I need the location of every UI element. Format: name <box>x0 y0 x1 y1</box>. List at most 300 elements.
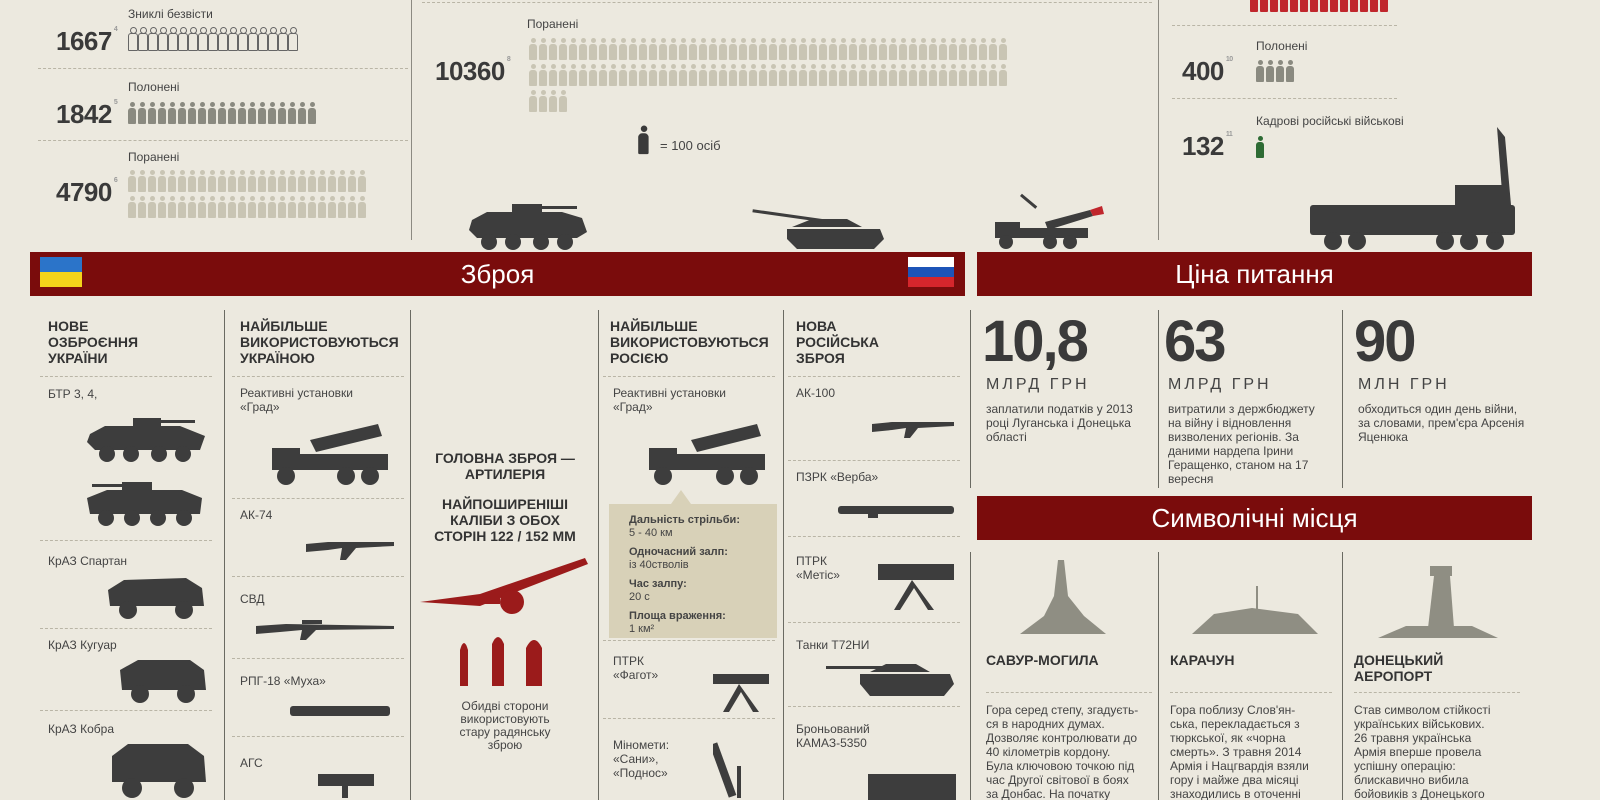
captured-label: Полонені <box>128 80 180 94</box>
column-title-line: НАЙБІЛЬШЕ <box>240 318 328 334</box>
person-icon <box>248 196 256 218</box>
person-icon <box>819 64 827 86</box>
person-icon <box>138 27 146 49</box>
person-icon <box>1320 0 1328 12</box>
price-value: 90 <box>1354 309 1415 374</box>
person-icon <box>228 170 236 192</box>
howitzer-icon <box>420 554 590 616</box>
price-text-line: області <box>986 430 1027 444</box>
person-icon <box>638 126 654 165</box>
person-icon <box>669 38 677 60</box>
place-text-line: ся в народних думах. <box>986 717 1105 731</box>
place-text <box>1354 703 1524 800</box>
divider <box>38 68 408 69</box>
person-icon <box>789 38 797 60</box>
person-icon <box>1270 0 1278 12</box>
missing-footnote: 4 <box>113 26 118 33</box>
person-icon <box>589 38 597 60</box>
divider <box>603 718 775 719</box>
person-icon <box>348 196 356 218</box>
person-icon <box>609 64 617 86</box>
mid-wounded-figures <box>529 38 1007 116</box>
grad-launcher-icon <box>270 422 392 488</box>
price-text-line: визволених регіонів. За <box>1168 430 1299 444</box>
person-icon <box>1256 60 1264 82</box>
person-icon <box>939 64 947 86</box>
russian-military-footnote: 11 <box>1225 131 1233 138</box>
person-icon <box>719 64 727 86</box>
weapon-label-ak74: АК-74 <box>240 508 273 522</box>
person-icon <box>318 196 326 218</box>
price-text-line: на війну і відновлення <box>1168 416 1292 430</box>
weapon-label-line: Міномети: <box>613 738 670 752</box>
person-icon <box>228 27 236 49</box>
person-icon <box>188 170 196 192</box>
column-title-line: ВИКОРИСТОВУЮТЬСЯ <box>240 334 399 350</box>
weapon-label-ak100: АК-100 <box>796 386 836 400</box>
person-icon <box>1260 0 1268 12</box>
weapon-label-line: Реактивні установки <box>613 386 726 400</box>
person-icon <box>188 196 196 218</box>
person-icon <box>619 38 627 60</box>
artillery-title <box>412 450 598 482</box>
person-icon <box>779 38 787 60</box>
person-icon <box>799 64 807 86</box>
person-icon <box>829 38 837 60</box>
divider <box>603 376 775 377</box>
person-icon <box>739 64 747 86</box>
weapon-label-btr: БТР 3, 4, <box>48 387 98 401</box>
price-value: 10,8 <box>982 309 1087 374</box>
person-icon <box>278 102 286 124</box>
person-icon <box>188 27 196 49</box>
price-unit: МЛРД ГРН <box>1168 376 1272 393</box>
price-text-line: Геращенко, станом на 17 <box>1168 458 1309 472</box>
divider <box>788 706 960 707</box>
info-value: 1 км² <box>629 623 655 635</box>
divider-vertical <box>224 310 225 800</box>
person-icon <box>158 102 166 124</box>
person-icon <box>168 196 176 218</box>
person-icon <box>629 64 637 86</box>
place-title <box>1170 652 1336 668</box>
info-value: із 40стволів <box>629 559 689 571</box>
person-icon <box>529 38 537 60</box>
column-title-line: УКРАЇНОЮ <box>240 350 315 366</box>
person-icon <box>929 64 937 86</box>
price-text <box>986 402 1152 444</box>
divider-vertical <box>783 310 784 800</box>
column-title-line: НАЙБІЛЬШЕ <box>610 318 698 334</box>
captured-footnote: 5 <box>113 99 118 106</box>
person-icon <box>969 38 977 60</box>
person-icon <box>158 196 166 218</box>
person-icon <box>278 27 286 49</box>
divider <box>40 710 212 711</box>
artillery-title-line: ГОЛОВНА ЗБРОЯ — <box>435 450 575 466</box>
person-icon <box>148 170 156 192</box>
person-icon <box>659 38 667 60</box>
price-text-line: заплатили податків у 2013 <box>986 402 1133 416</box>
weapons-band <box>30 252 965 296</box>
place-text-line: знаходились в оточенні <box>1170 787 1301 800</box>
column-title <box>232 318 408 366</box>
place-text-line: блискавично вибила <box>1354 773 1469 787</box>
weapon-label-cobra: КрАЗ Кобра <box>48 722 114 736</box>
person-icon <box>188 102 196 124</box>
place-title <box>986 652 1152 668</box>
divider <box>422 2 1152 3</box>
person-icon <box>178 102 186 124</box>
person-icon <box>529 64 537 86</box>
place-text-line: Гора поблизу Слов'ян- <box>1170 703 1296 717</box>
places-title: Символічні місця <box>1151 502 1358 533</box>
person-icon <box>889 64 897 86</box>
column-title-line: РОСІЄЮ <box>610 350 669 366</box>
savur-mohyla-monument-icon <box>1018 556 1108 640</box>
weapon-label-line: «Поднос» <box>613 766 668 780</box>
person-icon <box>559 90 567 112</box>
person-icon <box>919 38 927 60</box>
person-icon <box>549 90 557 112</box>
person-icon <box>809 38 817 60</box>
info-value: 20 с <box>629 591 650 603</box>
place-title-line: САВУР-МОГИЛА <box>986 652 1099 668</box>
artillery-title-line: АРТИЛЕРІЯ <box>464 466 546 482</box>
column-title <box>788 318 964 366</box>
place-item <box>986 652 1152 800</box>
person-icon <box>198 170 206 192</box>
person-icon <box>879 38 887 60</box>
weapon-label-line: «Сани», <box>613 752 659 766</box>
person-icon <box>639 38 647 60</box>
divider <box>1354 692 1520 693</box>
person-icon <box>288 170 296 192</box>
person-icon <box>699 64 707 86</box>
person-icon <box>579 64 587 86</box>
person-icon <box>278 170 286 192</box>
person-icon <box>679 38 687 60</box>
person-icon <box>298 102 306 124</box>
place-title <box>1354 652 1524 684</box>
divider-vertical <box>410 310 411 800</box>
person-icon <box>909 64 917 86</box>
divider-vertical <box>970 310 971 488</box>
person-icon <box>208 102 216 124</box>
price-item <box>1164 309 1339 486</box>
person-icon <box>599 38 607 60</box>
price-text-line: обходиться один день війни, <box>1358 402 1518 416</box>
person-icon <box>959 38 967 60</box>
person-icon <box>919 64 927 86</box>
column-title <box>40 318 220 366</box>
person-icon <box>138 196 146 218</box>
person-icon <box>909 38 917 60</box>
column-title-line: РОСІЙСЬКА <box>796 334 879 350</box>
place-text-line: Став символом стійкості <box>1354 703 1491 717</box>
column-title-line: ВИКОРИСТОВУЮТЬСЯ <box>610 334 769 350</box>
place-text-line: Дозволяє контролювати до <box>986 731 1138 745</box>
grad-launcher-icon <box>647 422 771 488</box>
divider <box>232 576 404 577</box>
price-item <box>982 309 1152 444</box>
weapon-label-fagot <box>613 654 658 682</box>
weapon-label-verba: ПЗРК «Верба» <box>796 470 879 484</box>
divider <box>232 658 404 659</box>
person-icon <box>128 27 136 49</box>
person-icon <box>288 27 296 49</box>
divider <box>788 460 960 461</box>
calibers-line: СТОРІН 122 / 152 ММ <box>434 528 576 544</box>
person-icon <box>799 38 807 60</box>
person-icon <box>348 170 356 192</box>
artillery-column <box>412 318 598 752</box>
place-text-line: час Другої світової в боях <box>986 773 1129 787</box>
weapon-label-svd: СВД <box>240 592 265 606</box>
mid-wounded-label: Поранені <box>527 17 579 31</box>
person-icon <box>899 64 907 86</box>
right-captured-footnote: 10 <box>1225 56 1233 63</box>
person-icon <box>1276 60 1284 82</box>
divider <box>232 736 404 737</box>
weapon-label-ags: АГС <box>240 756 263 770</box>
fagot-launcher-icon <box>709 666 773 714</box>
mid-wounded-number: 10360 <box>435 56 505 86</box>
person-icon <box>148 102 156 124</box>
price-text-line: за словами, прем'єра Арсенія <box>1358 416 1525 430</box>
missing-figures <box>128 27 296 49</box>
places-band <box>977 496 1532 540</box>
person-icon <box>549 38 557 60</box>
place-text-line: Армія вперше провела <box>1354 745 1482 759</box>
person-icon <box>328 196 336 218</box>
person-icon <box>709 38 717 60</box>
person-icon <box>599 64 607 86</box>
person-icon <box>1300 0 1308 12</box>
divider <box>232 498 404 499</box>
person-icon <box>1340 0 1348 12</box>
btr-silhouette-icon <box>85 416 210 464</box>
person-icon <box>829 64 837 86</box>
person-icon <box>178 27 186 49</box>
person-icon <box>869 38 877 60</box>
grad-info-box <box>609 504 777 638</box>
person-icon <box>298 196 306 218</box>
ak100-rifle-icon <box>872 416 956 440</box>
person-icon <box>288 196 296 218</box>
person-icon <box>759 38 767 60</box>
mortar-icon <box>713 736 763 800</box>
person-icon <box>849 38 857 60</box>
captured-figures <box>128 102 316 124</box>
person-icon <box>228 196 236 218</box>
person-icon <box>358 196 366 218</box>
person-icon <box>268 102 276 124</box>
divider-vertical <box>598 310 599 800</box>
divider <box>40 540 212 541</box>
person-icon <box>138 102 146 124</box>
person-icon <box>248 27 256 49</box>
airport-tower-icon <box>1378 552 1500 642</box>
place-text-line: українських військових. <box>1354 717 1485 731</box>
price-title: Ціна питання <box>1175 258 1334 289</box>
person-icon <box>999 38 1007 60</box>
column-title-line: ОЗБРОЄННЯ <box>48 334 139 350</box>
spartan-silhouette-icon <box>106 574 206 620</box>
right-captured-number: 400 <box>1182 56 1224 86</box>
weapon-label-cougar: КрАЗ Кугуар <box>48 638 117 652</box>
person-icon <box>248 102 256 124</box>
place-text-line: 26 травня українська <box>1354 731 1472 745</box>
most-used-russia-column <box>603 318 781 780</box>
person-icon <box>268 27 276 49</box>
person-icon <box>559 64 567 86</box>
person-icon <box>128 170 136 192</box>
right-captured-label: Полонені <box>1256 39 1308 53</box>
person-icon <box>689 64 697 86</box>
russian-military-label: Кадрові російські військові <box>1256 114 1404 128</box>
divider <box>788 536 960 537</box>
info-key: Площа враження: <box>629 610 726 622</box>
person-icon <box>258 102 266 124</box>
karachun-mountain-icon <box>1192 584 1320 638</box>
person-icon <box>338 170 346 192</box>
person-icon <box>1330 0 1338 12</box>
person-icon <box>238 102 246 124</box>
cobra-silhouette-icon <box>108 738 208 800</box>
captured-value <box>56 99 117 130</box>
place-title-line: АЕРОПОРТ <box>1354 668 1433 684</box>
person-icon <box>338 196 346 218</box>
t72-tank-icon <box>826 656 956 700</box>
person-icon <box>569 38 577 60</box>
person-icon <box>549 64 557 86</box>
info-key: Дальність стрільби: <box>629 514 740 526</box>
divider-vertical <box>970 552 971 800</box>
person-icon <box>1290 0 1298 12</box>
person-icon <box>839 38 847 60</box>
legend-text: = 100 осіб <box>660 137 721 153</box>
price-text <box>1168 402 1339 486</box>
person-icon <box>158 170 166 192</box>
person-icon <box>238 27 246 49</box>
person-icon <box>989 64 997 86</box>
person-icon <box>529 90 537 112</box>
info-key: Час залпу: <box>629 578 687 590</box>
place-text-line: 40 кілометрів кордону. <box>986 745 1111 759</box>
price-unit: МЛРД ГРН <box>986 376 1090 393</box>
person-icon <box>218 102 226 124</box>
person-icon <box>358 170 366 192</box>
divider-vertical <box>1342 310 1343 488</box>
divider <box>40 376 212 377</box>
person-icon <box>208 196 216 218</box>
person-icon <box>288 102 296 124</box>
person-icon <box>759 64 767 86</box>
ukraine-flag-icon <box>40 257 82 287</box>
person-icon <box>949 38 957 60</box>
person-icon <box>729 64 737 86</box>
person-icon <box>819 38 827 60</box>
artillery-note-line: Обидві сторони <box>461 699 549 713</box>
person-icon <box>929 38 937 60</box>
place-text-line: смерть». З травня 2014 <box>1170 745 1302 759</box>
svd-rifle-icon <box>256 618 396 644</box>
column-title <box>603 318 781 366</box>
person-icon <box>238 196 246 218</box>
weapon-label-mortars <box>613 738 669 780</box>
most-used-ukraine-column <box>232 318 408 770</box>
place-title-line: ДОНЕЦЬКИЙ <box>1354 652 1444 668</box>
person-icon <box>619 64 627 86</box>
price-text-line: вересня <box>1168 472 1214 486</box>
person-icon <box>809 64 817 86</box>
wounded-number: 4790 <box>56 177 112 207</box>
place-text-line: бойовиків з Донецького <box>1354 787 1485 800</box>
person-icon <box>739 38 747 60</box>
person-icon <box>168 102 176 124</box>
person-icon <box>889 38 897 60</box>
ak74-rifle-icon <box>306 536 396 562</box>
legend <box>640 130 721 160</box>
calibers-line: НАЙПОШИРЕНІШІ <box>442 496 568 512</box>
person-icon <box>879 64 887 86</box>
person-icon <box>589 64 597 86</box>
person-icon <box>579 38 587 60</box>
place-text-line: за Донбас. На початку <box>986 787 1111 800</box>
place-text <box>986 703 1152 800</box>
russian-military-number: 132 <box>1182 131 1224 161</box>
missing-label: Зниклі безвісти <box>128 7 213 21</box>
tank-silhouette-icon <box>752 205 887 253</box>
person-icon <box>148 196 156 218</box>
price-band <box>977 252 1532 296</box>
column-title-line: НОВА <box>796 318 837 334</box>
price-text-line: витратили з держбюджету <box>1168 402 1315 416</box>
place-text-line: Гора серед степу, згадуєть- <box>986 703 1139 717</box>
person-icon <box>1310 0 1318 12</box>
person-icon <box>1286 60 1294 82</box>
person-icon <box>218 170 226 192</box>
person-icon <box>749 64 757 86</box>
weapon-label-kamaz: Броньований КАМАЗ-5350 <box>796 722 870 750</box>
person-icon <box>258 27 266 49</box>
weapon-label-line: ПТРК <box>613 654 644 668</box>
weapon-label-spartan: КрАЗ Спартан <box>48 554 128 568</box>
divider <box>1170 692 1332 693</box>
person-icon <box>869 64 877 86</box>
person-icon <box>729 38 737 60</box>
person-icon <box>679 64 687 86</box>
price-text-line: даними нардепа Ірини <box>1168 444 1294 458</box>
person-icon <box>719 38 727 60</box>
place-text <box>1170 703 1336 800</box>
person-icon <box>859 38 867 60</box>
russia-flag-icon <box>908 257 954 287</box>
person-icon <box>198 27 206 49</box>
person-icon <box>1250 0 1258 12</box>
red-figures <box>1250 0 1388 12</box>
person-icon <box>258 196 266 218</box>
person-icon <box>769 38 777 60</box>
metis-launcher-icon <box>876 560 956 612</box>
place-title-line: КАРАЧУН <box>1170 652 1235 668</box>
place-text-line: успішну операцію: <box>1354 759 1456 773</box>
person-icon <box>649 64 657 86</box>
missing-value <box>56 26 117 57</box>
place-item <box>1354 652 1524 800</box>
figure-row <box>529 38 1007 60</box>
